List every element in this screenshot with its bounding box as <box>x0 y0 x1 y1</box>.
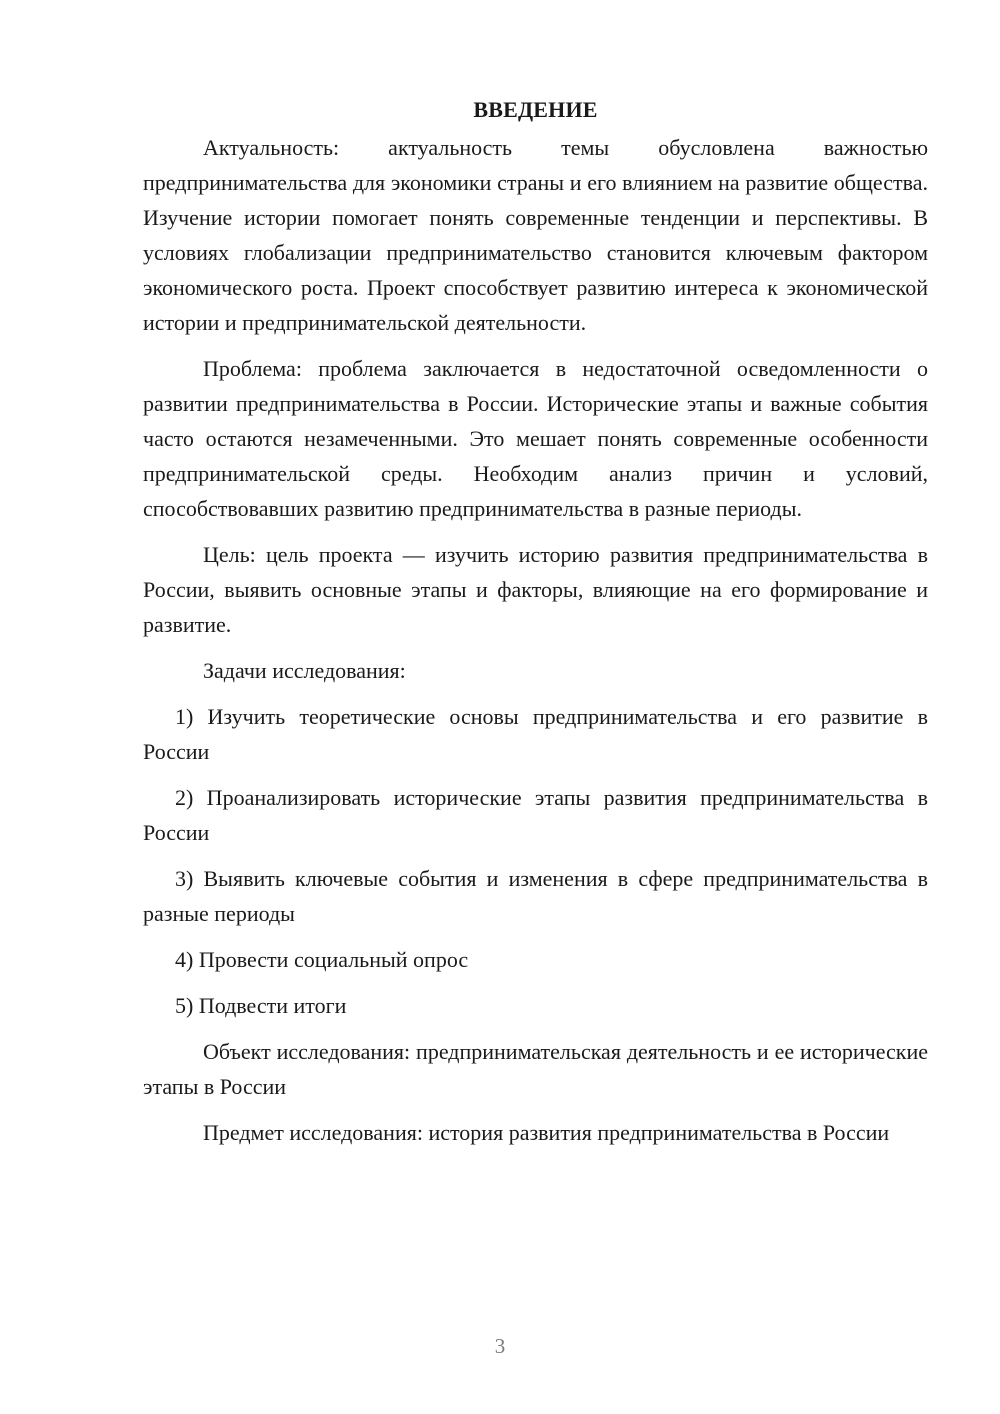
task-item-4: 4) Провести социальный опрос <box>175 947 469 972</box>
section-title: ВВЕДЕНИЕ <box>473 97 598 122</box>
tasks-heading: Задачи исследования: <box>203 658 406 683</box>
task-item-3: 3) Выявить ключевые события и изменения в сфере предпринимательства в разные периоды <box>143 866 928 926</box>
document-page <box>143 92 928 1161</box>
task-item-5: 5) Подвести итоги <box>175 993 347 1018</box>
problem-paragraph: Проблема: проблема заключается в недостаточной осведомленности о развитии предпринимательства в России. Исторические этапы и важные события часто остаются незамеченными. Это мешает понять современные особенности предпринимательской среды. Необходим анализ причин и условий, способствовавших развитию предпринимательства в разные периоды. <box>143 356 928 521</box>
relevance-paragraph: Актуальность: актуальность темы обусловлена важностью предпринимательства для экономики страны и его влиянием на развитие общества. Изучение истории помогает понять современные тенденции и перспективы. В условиях глобализации предпринимательство становится ключевым фактором экономического роста. Проект способствует развитию интереса к экономической истории и предпринимательской деятельности. <box>143 135 928 335</box>
research-object-paragraph: Объект исследования: предпринимательская деятельность и ее исторические этапы в России <box>143 1039 928 1099</box>
task-item-1: 1) Изучить теоретические основы предпринимательства и его развитие в России <box>143 704 928 764</box>
page-number: 3 <box>494 1334 506 1358</box>
goal-paragraph: Цель: цель проекта — изучить историю развития предпринимательства в России, выявить основные этапы и факторы, влияющие на его формирование и развитие. <box>143 542 928 637</box>
task-item-2: 2) Проанализировать исторические этапы развития предпринимательства в России <box>143 785 928 845</box>
research-subject-paragraph: Предмет исследования: история развития предпринимательства в России <box>203 1120 890 1145</box>
